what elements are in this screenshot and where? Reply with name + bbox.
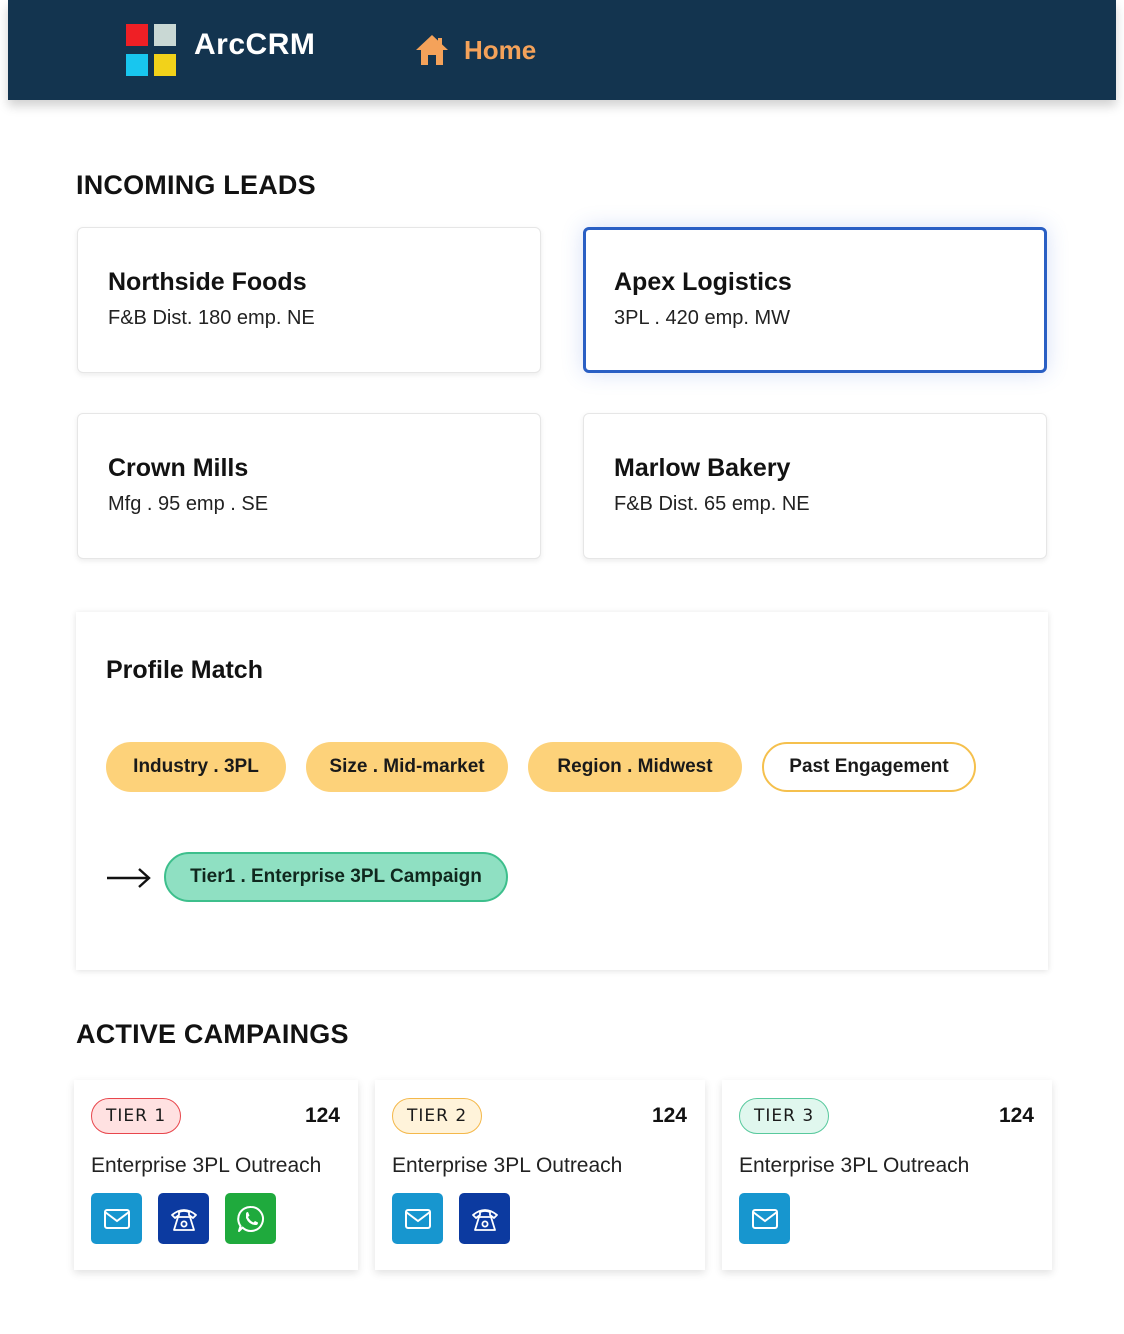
criteria-chip-region: Region . Midwest bbox=[528, 742, 742, 792]
profile-match-title: Profile Match bbox=[106, 656, 263, 684]
top-navigation-bar bbox=[8, 0, 1116, 100]
criteria-chip-industry: Industry . 3PL bbox=[106, 742, 286, 792]
tier-badge: TIER 2 bbox=[392, 1098, 482, 1134]
channel-buttons bbox=[392, 1193, 510, 1244]
whatsapp-channel-button[interactable] bbox=[225, 1193, 276, 1244]
campaign-card-tier-1[interactable] bbox=[74, 1080, 358, 1270]
home-icon bbox=[414, 33, 450, 67]
email-icon bbox=[101, 1203, 133, 1235]
lead-meta: F&B Dist. 65 emp. NE bbox=[614, 493, 810, 515]
matched-campaign-chip[interactable]: Tier1 . Enterprise 3PL Campaign bbox=[164, 852, 508, 902]
lead-name: Crown Mills bbox=[108, 454, 249, 482]
lead-card-crown-mills[interactable] bbox=[77, 413, 541, 559]
criteria-chip-size: Size . Mid-market bbox=[306, 742, 508, 792]
phone-channel-button[interactable] bbox=[158, 1193, 209, 1244]
tier-badge: TIER 3 bbox=[739, 1098, 829, 1134]
phone-icon bbox=[168, 1203, 200, 1235]
campaign-name: Enterprise 3PL Outreach bbox=[91, 1154, 322, 1177]
criteria-chip-past-engagement: Past Engagement bbox=[762, 742, 976, 792]
active-campaigns-heading: ACTIVE CAMPAINGS bbox=[76, 1019, 349, 1049]
phone-channel-button[interactable] bbox=[459, 1193, 510, 1244]
lead-meta: 3PL . 420 emp. MW bbox=[614, 307, 790, 329]
lead-meta: Mfg . 95 emp . SE bbox=[108, 493, 269, 515]
campaign-count: 124 bbox=[651, 1104, 687, 1127]
campaign-card-tier-3[interactable] bbox=[722, 1080, 1052, 1270]
email-icon bbox=[749, 1203, 781, 1235]
channel-buttons bbox=[91, 1193, 276, 1244]
brand-name: ArcCRM bbox=[194, 28, 316, 61]
campaign-card-tier-2[interactable] bbox=[375, 1080, 705, 1270]
lead-card-apex-logistics[interactable] bbox=[583, 227, 1047, 373]
lead-meta: F&B Dist. 180 emp. NE bbox=[108, 307, 315, 329]
lead-name: Marlow Bakery bbox=[614, 454, 791, 482]
tier-badge: TIER 1 bbox=[91, 1098, 181, 1134]
campaign-name: Enterprise 3PL Outreach bbox=[739, 1154, 970, 1177]
channel-buttons bbox=[739, 1193, 790, 1244]
phone-icon bbox=[469, 1203, 501, 1235]
lead-name: Apex Logistics bbox=[614, 268, 792, 296]
email-channel-button[interactable] bbox=[739, 1193, 790, 1244]
email-channel-button[interactable] bbox=[91, 1193, 142, 1244]
campaign-name: Enterprise 3PL Outreach bbox=[392, 1154, 623, 1177]
whatsapp-icon bbox=[235, 1203, 267, 1235]
lead-card-northside-foods[interactable] bbox=[77, 227, 541, 373]
arrow-right-icon bbox=[106, 866, 152, 890]
arccrm-logo-icon bbox=[126, 24, 178, 76]
nav-home-link[interactable] bbox=[414, 30, 536, 70]
campaign-count: 124 bbox=[998, 1104, 1034, 1127]
email-icon bbox=[402, 1203, 434, 1235]
incoming-leads-heading: INCOMING LEADS bbox=[76, 170, 316, 200]
nav-home-label: Home bbox=[464, 34, 537, 65]
profile-match-panel bbox=[76, 612, 1048, 970]
lead-name: Northside Foods bbox=[108, 268, 307, 296]
lead-card-marlow-bakery[interactable] bbox=[583, 413, 1047, 559]
email-channel-button[interactable] bbox=[392, 1193, 443, 1244]
campaign-count: 124 bbox=[304, 1104, 340, 1127]
